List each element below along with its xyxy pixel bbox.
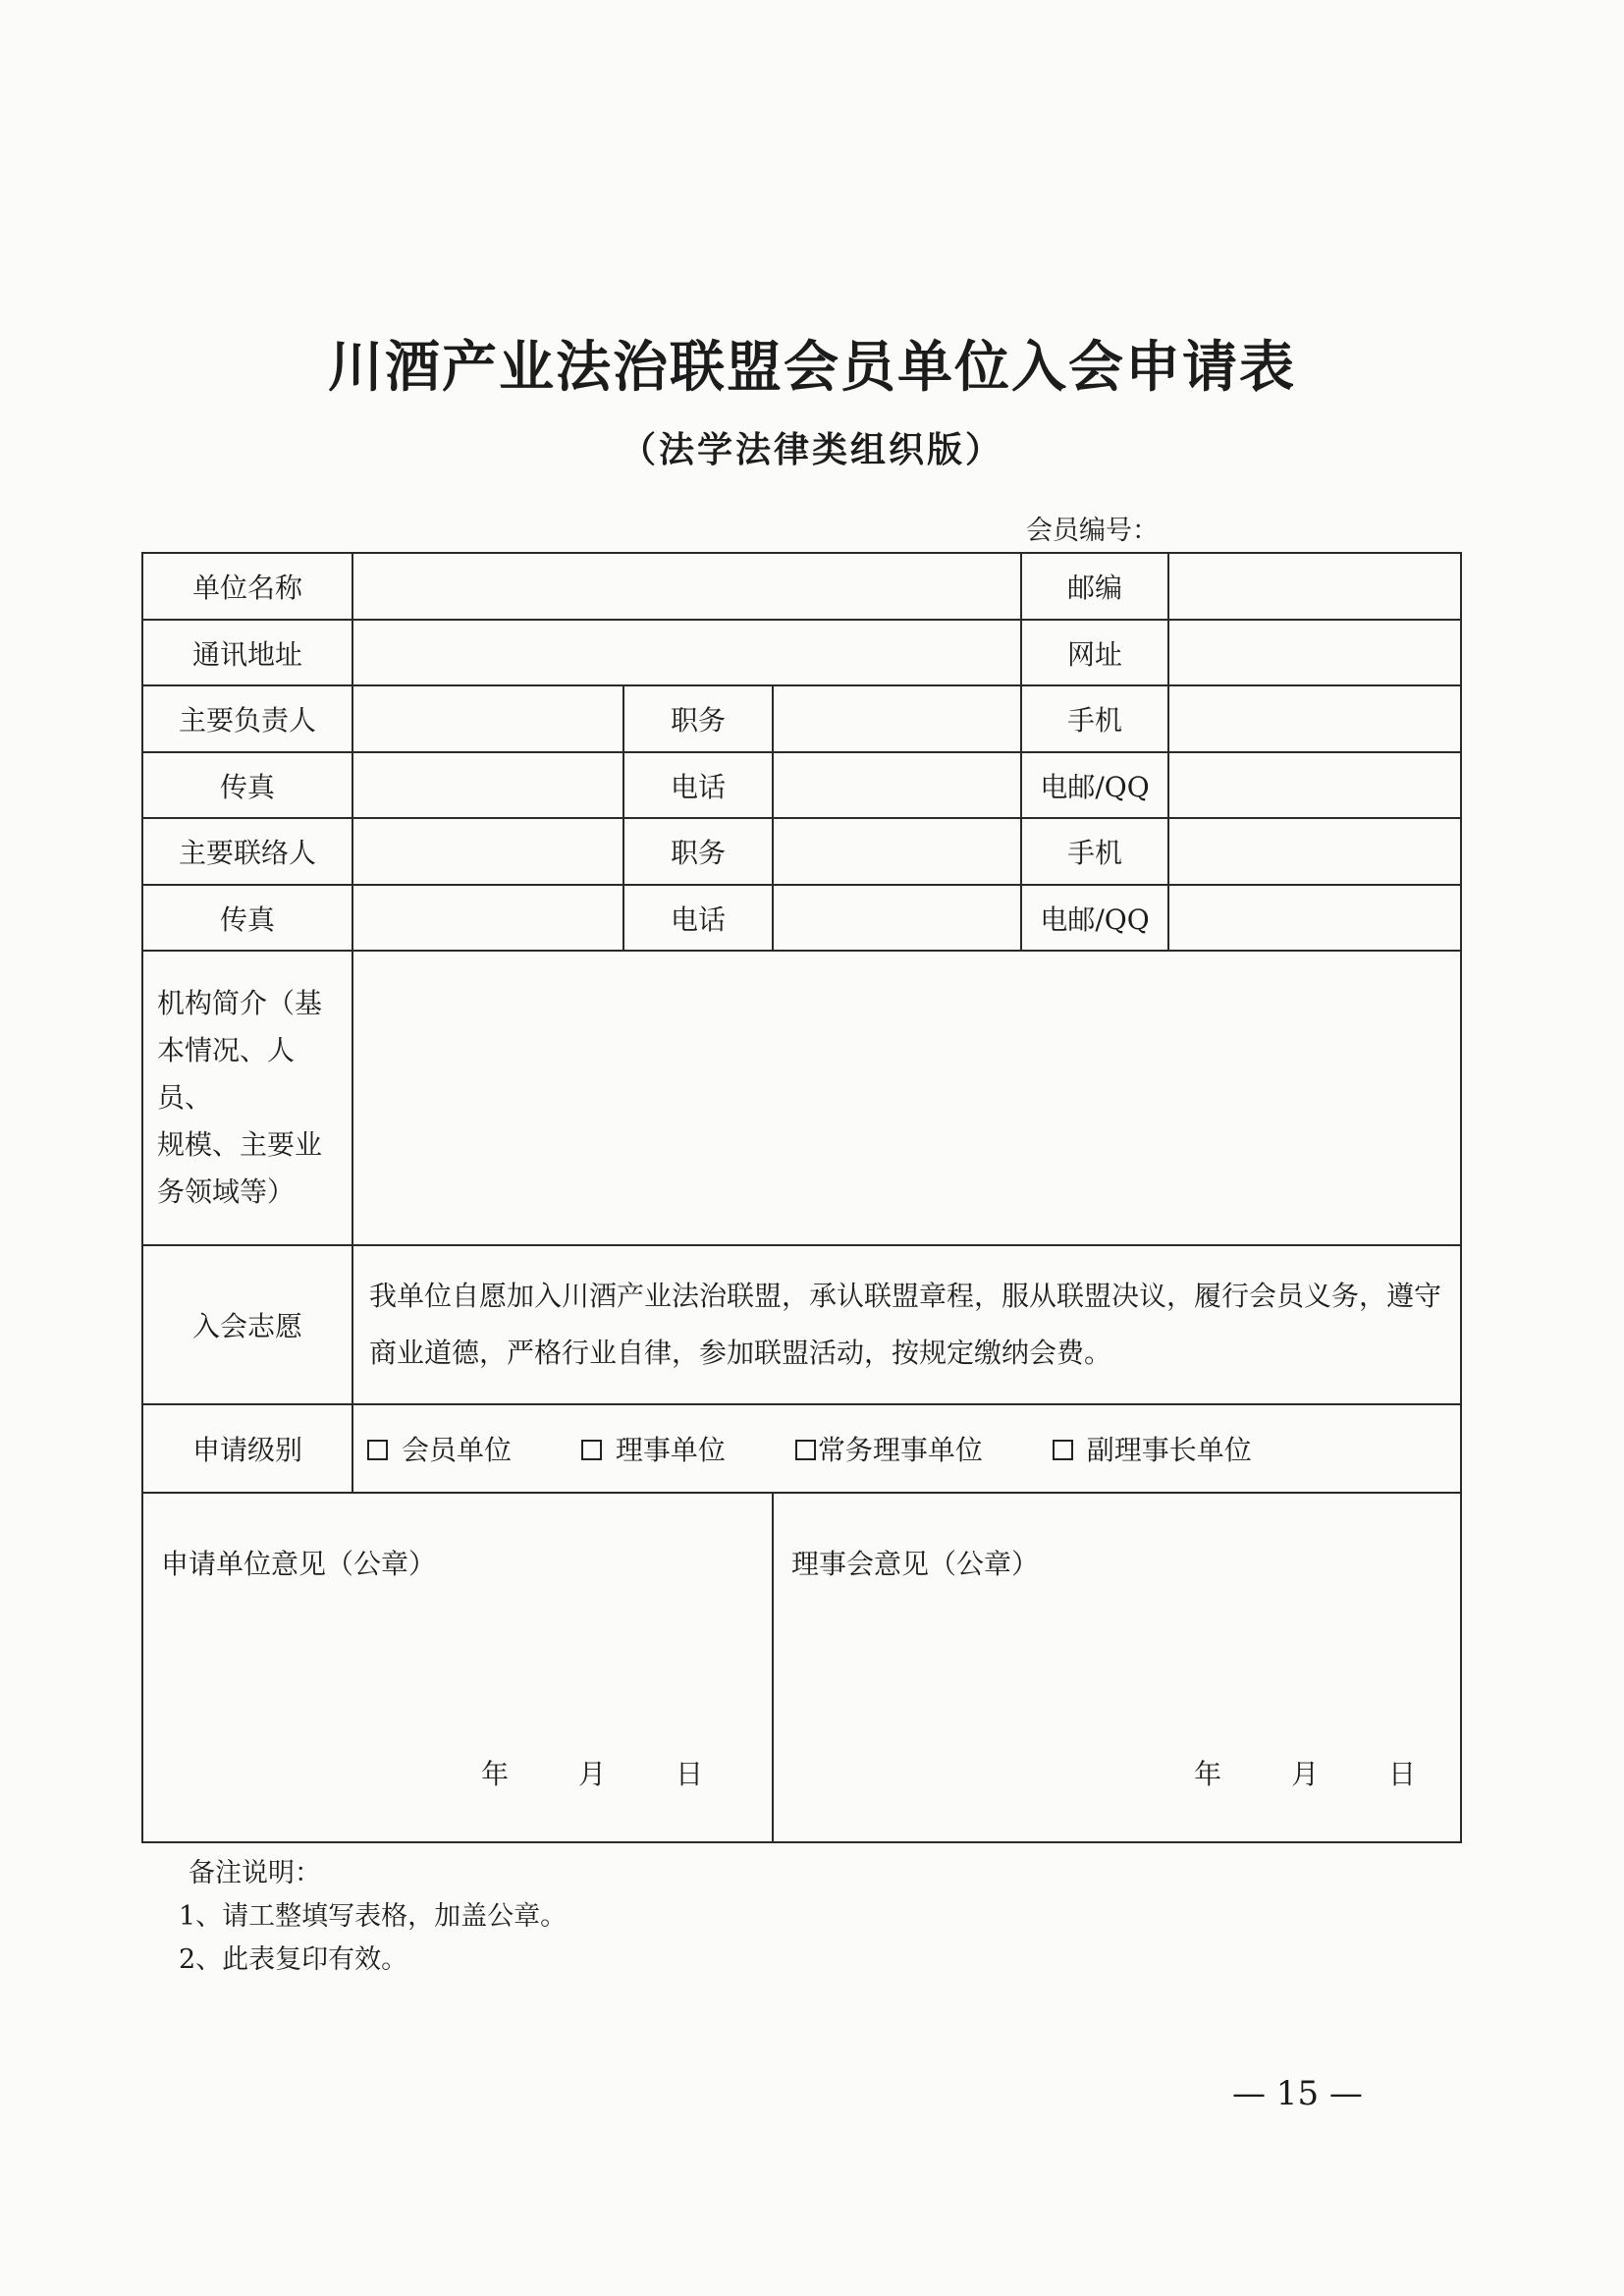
contact-mobile-field[interactable] (1168, 818, 1461, 885)
checkbox-icon[interactable] (581, 1440, 602, 1460)
unit-name-field[interactable] (352, 553, 1021, 620)
principal-email-field[interactable] (1168, 752, 1461, 818)
contact-fax-field[interactable] (352, 885, 623, 951)
principal-field[interactable] (352, 685, 623, 752)
profile-label-line: 规模、主要业 (157, 1128, 323, 1161)
row-contact (142, 818, 1461, 885)
form-subtitle: （法学法律类组织版） (620, 430, 1003, 470)
principal-phone-label: 电话 (623, 752, 773, 818)
row-unit-name (142, 553, 1461, 620)
level-option-standing-director[interactable]: 常务理事单位 (795, 1429, 983, 1468)
address-label: 通讯地址 (142, 620, 352, 685)
level-option-member[interactable]: 会员单位 (367, 1429, 512, 1468)
row-opinions (142, 1493, 1461, 1842)
applicant-opinion-label: 申请单位意见（公章） (161, 1548, 437, 1580)
notes (179, 1852, 568, 1982)
contact-phone-field[interactable] (773, 885, 1021, 951)
contact-field[interactable] (352, 818, 623, 885)
row-principal (142, 685, 1461, 752)
level-option-director[interactable]: 理事单位 (581, 1429, 726, 1468)
council-opinion-cell[interactable] (773, 1493, 1461, 1842)
page-number: — 15 — (1232, 2074, 1363, 2113)
principal-phone-field[interactable] (773, 752, 1021, 818)
date-day: 日 (1388, 1758, 1417, 1790)
date-month: 月 (1291, 1758, 1320, 1790)
principal-fax-label: 传真 (142, 752, 352, 818)
profile-label (142, 951, 352, 1245)
row-contact-details (142, 885, 1461, 951)
council-opinion-date (1133, 1753, 1416, 1792)
application-form-table (141, 552, 1462, 1843)
date-year: 年 (1194, 1758, 1222, 1790)
applicant-opinion-cell[interactable] (142, 1493, 773, 1842)
row-pledge (142, 1245, 1461, 1404)
member-number-label: 会员编号： (1026, 516, 1159, 546)
contact-position-field[interactable] (773, 818, 1021, 885)
contact-fax-label: 传真 (142, 885, 352, 951)
level-label: 申请级别 (142, 1404, 352, 1493)
contact-position-label: 职务 (623, 818, 773, 885)
level-options (352, 1404, 1461, 1493)
applicant-opinion-date (420, 1753, 703, 1792)
row-address (142, 620, 1461, 685)
contact-phone-label: 电话 (623, 885, 773, 951)
notes-heading: 备注说明： (189, 1858, 321, 1888)
website-label: 网址 (1021, 620, 1168, 685)
date-day: 日 (675, 1758, 703, 1790)
postcode-label: 邮编 (1021, 553, 1168, 620)
principal-label: 主要负责人 (142, 685, 352, 752)
checkbox-icon[interactable] (795, 1440, 816, 1460)
website-field[interactable] (1168, 620, 1461, 685)
profile-label-line: 机构简介（基 (157, 987, 323, 1019)
row-profile (142, 951, 1461, 1245)
date-month: 月 (578, 1758, 607, 1790)
profile-label-line: 务领域等） (157, 1175, 296, 1208)
contact-email-field[interactable] (1168, 885, 1461, 951)
principal-fax-field[interactable] (352, 752, 623, 818)
date-year: 年 (481, 1758, 510, 1790)
profile-label-line: 本情况、人员、 (157, 1034, 296, 1114)
principal-mobile-label: 手机 (1021, 685, 1168, 752)
pledge-text: 我单位自愿加入川酒产业法治联盟，承认联盟章程，服从联盟决议，履行会员义务，遵守商业道德，严格行业自律，参加联盟活动，按规定缴纳会费。 (352, 1245, 1461, 1404)
principal-email-label: 电邮/QQ (1021, 752, 1168, 818)
form-title: 川酒产业法治联盟会员单位入会申请表 (328, 336, 1296, 400)
pledge-label: 入会志愿 (142, 1245, 352, 1404)
checkbox-icon[interactable] (367, 1440, 388, 1460)
contact-label: 主要联络人 (142, 818, 352, 885)
notes-item: 2、此表复印有效。 (179, 1944, 408, 1975)
notes-item: 1、请工整填写表格，加盖公章。 (179, 1901, 568, 1932)
principal-position-label: 职务 (623, 685, 773, 752)
unit-name-label: 单位名称 (142, 553, 352, 620)
checkbox-icon[interactable] (1053, 1440, 1073, 1460)
row-level (142, 1404, 1461, 1493)
contact-mobile-label: 手机 (1021, 818, 1168, 885)
principal-position-field[interactable] (773, 685, 1021, 752)
row-principal-contact (142, 752, 1461, 818)
profile-field[interactable] (352, 951, 1461, 1245)
postcode-field[interactable] (1168, 553, 1461, 620)
contact-email-label: 电邮/QQ (1021, 885, 1168, 951)
council-opinion-label: 理事会意见（公章） (791, 1548, 1040, 1580)
principal-mobile-field[interactable] (1168, 685, 1461, 752)
level-option-vice-chair[interactable]: 副理事长单位 (1053, 1429, 1252, 1468)
address-field[interactable] (352, 620, 1021, 685)
